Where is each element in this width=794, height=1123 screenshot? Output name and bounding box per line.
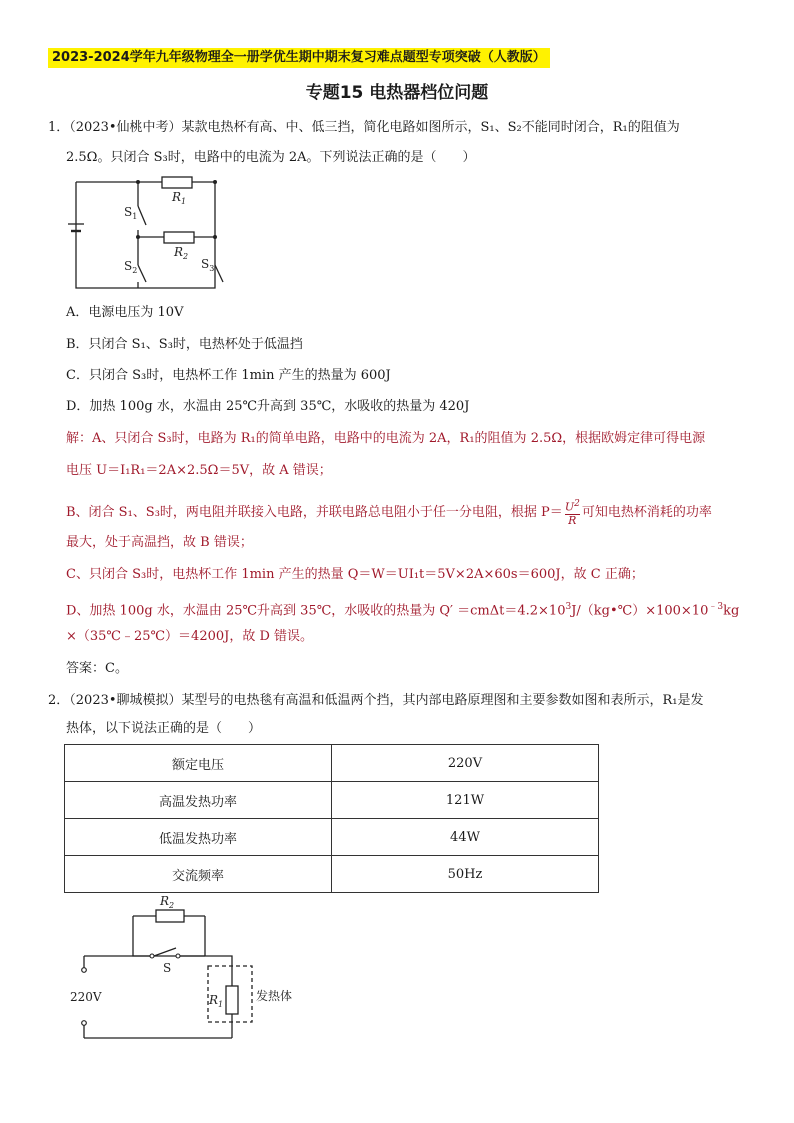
spec-table — [64, 744, 599, 893]
q1-r1-sub: 1 — [181, 197, 187, 206]
svg-text:S1 — [124, 205, 137, 221]
q1-s3-label: S — [201, 257, 210, 271]
q1-solution-d-pre: D、加热 100g 水，水温由 25℃升高到 35℃，水吸收的热量为 Q′ ＝cmΔt＝4.2×10 — [66, 603, 566, 619]
table-row — [65, 745, 599, 782]
q1-s1-sub: 1 — [132, 212, 138, 221]
q1-stem-line1: 1．（2023•仙桃中考）某款电热杯有高、中、低三挡，简化电路如图所示，S₁、S₂不能同时闭合，R₁的阻值为 — [48, 120, 680, 135]
fraction-numerator: U — [564, 500, 575, 514]
q1-solution-d-sup1: 3 — [565, 602, 572, 612]
q1-solution-d-post: kg — [723, 603, 740, 619]
q1-solution-b-pre: B、闭合 S₁、S₃时，两电阻并联接入电路，并联电路总电阻小于任一分电阻，根据 P＝ — [66, 504, 563, 520]
power-formula-fraction — [565, 498, 580, 527]
table-row — [65, 782, 599, 819]
table-row — [65, 856, 599, 893]
table-cell-label: 高温发热功率 — [65, 782, 332, 819]
table-cell-label: 低温发热功率 — [65, 819, 332, 856]
document-banner: 2023-2024学年九年级物理全一册学优生期中期末复习难点题型专项突破（人教版） — [48, 48, 550, 68]
q2-stem-line1: 2．（2023•聊城模拟）某型号的电热毯有高温和低温两个挡，其内部电路原理图和主要参数如图和表所示，R₁是发 — [48, 693, 704, 708]
q1-solution-d-sup2: ﹣3 — [708, 602, 724, 612]
q1-s3-sub: 3 — [209, 264, 215, 273]
q1-solution-c-line: C、只闭合 S₃时，电热杯工作 1min 产生的热量 Q＝W＝UI₁t＝5V×2A×60s＝600J，故 C 正确； — [66, 567, 644, 582]
svg-text:S3 — [201, 257, 214, 273]
q1-r2-label: R — [174, 245, 184, 259]
q2-switch-label: S — [163, 961, 172, 975]
page-title: 专题15 电热器档位问题 — [305, 83, 489, 103]
q2-r2-sub: 2 — [169, 901, 175, 910]
q2-r2-label: R — [160, 894, 170, 908]
svg-text:R2 — [173, 245, 188, 261]
q2-voltage-label: 220V — [70, 990, 102, 1004]
q1-option-d: D．加热 100g 水，水温由 25℃升高到 35℃，水吸收的热量为 420J — [66, 399, 470, 414]
svg-text:R2 — [159, 894, 174, 910]
fraction-exponent: 2 — [574, 499, 580, 509]
svg-text:S2 — [124, 259, 137, 275]
q1-s2-label: S — [124, 259, 133, 273]
table-cell-label: 交流频率 — [65, 856, 332, 893]
q2-stem-line2: 热体，以下说法正确的是（ ） — [66, 721, 262, 736]
q1-answer: 答案：C。 — [66, 661, 128, 676]
q2-heater-label: 发热体 — [256, 989, 293, 1003]
q1-solution-a-line2: 电压 U＝I₁R₁＝2A×2.5Ω＝5V，故 A 错误； — [66, 463, 332, 478]
table-cell-value: 220V — [332, 745, 599, 782]
table-row — [65, 819, 599, 856]
q1-stem-line2: 2.5Ω。只闭合 S₃时，电路中的电流为 2A。下列说法正确的是（ ） — [66, 150, 476, 165]
table-cell-label: 额定电压 — [65, 745, 332, 782]
q1-solution-d-mid: J/（kg•℃）×100×10 — [571, 603, 709, 619]
fraction-denominator: R — [568, 513, 577, 527]
q1-r1-label: R — [172, 190, 182, 204]
q1-solution-d-line1 — [66, 598, 739, 620]
svg-text:R1 — [171, 190, 186, 206]
q1-solution-d-line2: ×（35℃﹣25℃）＝4200J，故 D 错误。 — [66, 629, 314, 644]
q1-solution-a-line1: 解：A、只闭合 S₃时，电路为 R₁的简单电路，电路中的电流为 2A，R₁的阻值为 2.5Ω，根据欧姆定律可得电源 — [66, 431, 706, 446]
q1-s1-label: S — [124, 205, 133, 219]
q1-circuit-diagram — [60, 170, 230, 295]
q1-solution-b-post: 可知电热杯消耗的功率 — [581, 504, 712, 520]
table-cell-value: 50Hz — [332, 856, 599, 893]
q1-solution-b-line2: 最大，处于高温挡，故 B 错误； — [66, 535, 253, 550]
q1-solution-b-line1 — [66, 498, 712, 527]
q1-s2-sub: 2 — [132, 266, 138, 275]
q2-r1-sub: 1 — [218, 1000, 224, 1009]
svg-text:R1 — [208, 993, 223, 1009]
q1-option-a: A．电源电压为 10V — [66, 305, 184, 320]
q2-circuit-diagram — [62, 890, 322, 1045]
q2-r1-label: R — [209, 993, 219, 1007]
q1-option-b: B．只闭合 S₁、S₃时，电热杯处于低温挡 — [66, 337, 303, 352]
q1-option-c: C．只闭合 S₃时，电热杯工作 1min 产生的热量为 600J — [66, 368, 391, 383]
table-cell-value: 44W — [332, 819, 599, 856]
table-cell-value: 121W — [332, 782, 599, 819]
q1-r2-sub: 2 — [183, 252, 189, 261]
